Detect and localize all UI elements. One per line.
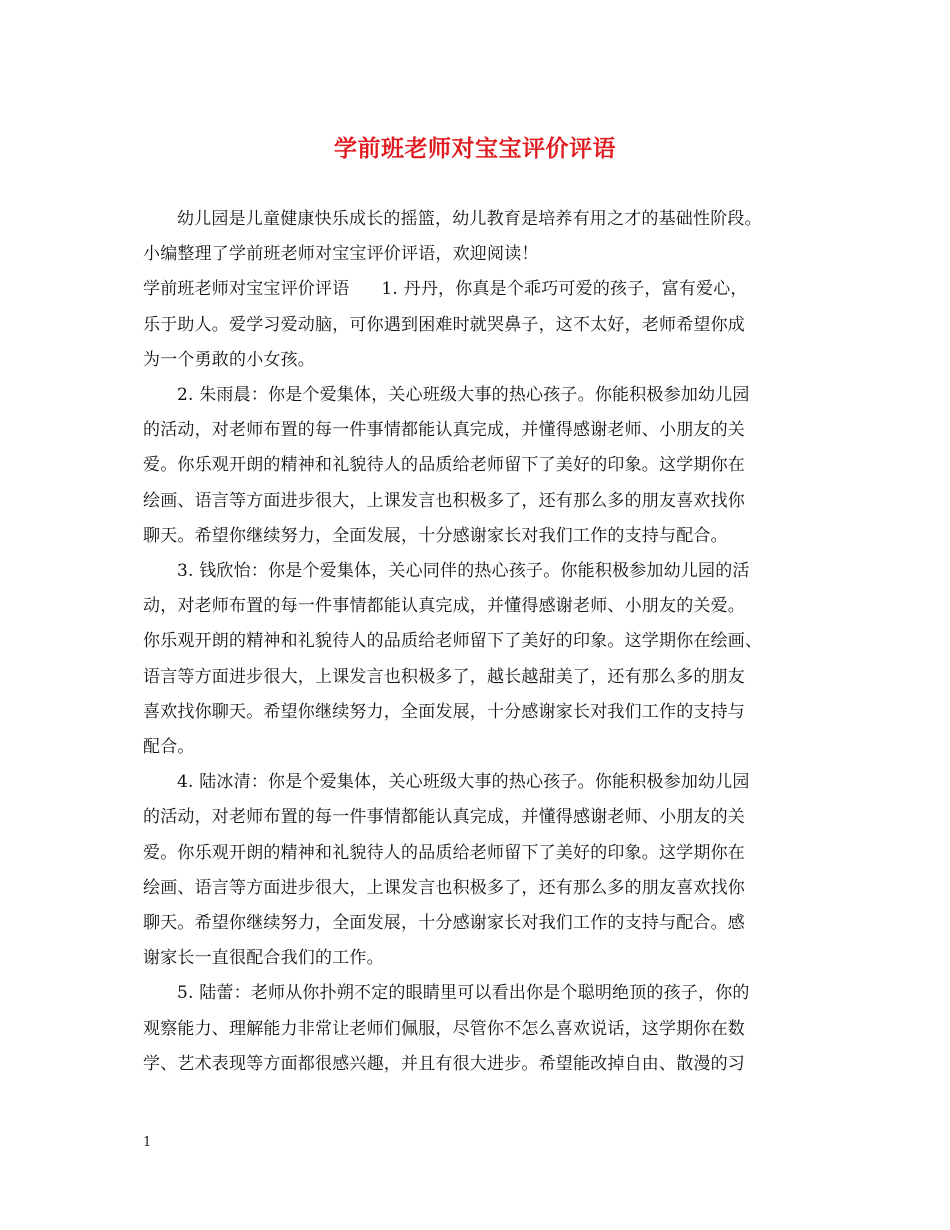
- document-body: [143, 202, 827, 1082]
- comment-1-start: 1. 丹丹，你真是个乖巧可爱的孩子，富有爱心，: [381, 279, 748, 300]
- comment-3-line: 动，对老师布置的每一件事情都能认真完成，并懂得感谢老师、小朋友的关爱。: [143, 596, 745, 617]
- comment-2-line: 的活动，对老师布置的每一件事情都能认真完成，并懂得感谢老师、小朋友的关: [143, 420, 745, 441]
- document-title: 学前班老师对宝宝评价评语: [334, 135, 616, 162]
- comment-4-line: 聊天。希望你继续努力，全面发展，十分感谢家长对我们工作的支持与配合。感: [143, 913, 745, 934]
- comment-3-line: 配合。: [143, 737, 195, 758]
- page-number: 1: [143, 1135, 152, 1150]
- intro-line: 小编整理了学前班老师对宝宝评价评语，欢迎阅读！: [143, 244, 539, 265]
- comment-2-line: 爱。你乐观开朗的精神和礼貌待人的品质给老师留下了美好的印象。这学期你在: [143, 455, 745, 476]
- comment-3-line: 你乐观开朗的精神和礼貌待人的品质给老师留下了美好的印象。这学期你在绘画、: [143, 631, 763, 652]
- subheading: 学前班老师对宝宝评价评语: [143, 279, 350, 300]
- comment-3-line: 3. 钱欣怡：你是个爱集体，关心同伴的热心孩子。你能积极参加幼儿园的活: [177, 561, 750, 582]
- comment-4-line: 谢家长一直很配合我们的工作。: [143, 948, 384, 969]
- comment-2-line: 绘画、语言等方面进步很大，上课发言也积极多了，还有那么多的朋友喜欢找你: [143, 490, 745, 511]
- comment-4-line: 的活动，对老师布置的每一件事情都能认真完成，并懂得感谢老师、小朋友的关: [143, 807, 745, 828]
- comment-4-line: 绘画、语言等方面进步很大，上课发言也积极多了，还有那么多的朋友喜欢找你: [143, 877, 745, 898]
- comment-5-line: 学、艺术表现等方面都很感兴趣，并且有很大进步。希望能改掉自由、散漫的习: [143, 1053, 745, 1074]
- comment-1-line: 乐于助人。爱学习爱动脑，可你遇到困难时就哭鼻子，这不太好，老师希望你成: [143, 314, 745, 335]
- subheading-line: [143, 272, 827, 307]
- comment-5-line: 观察能力、理解能力非常让老师们佩服，尽管你不怎么喜欢说话，这学期你在数: [143, 1018, 745, 1039]
- comment-1-line: 为一个勇敢的小女孩。: [143, 349, 315, 370]
- comment-5-line: 5. 陆蕾：老师从你扑朔不定的眼睛里可以看出你是个聪明绝顶的孩子，你的: [177, 983, 750, 1004]
- comment-3-line: 语言等方面进步很大，上课发言也积极多了，越长越甜美了，还有那么多的朋友: [143, 666, 745, 687]
- comment-4-line: 4. 陆冰清：你是个爱集体，关心班级大事的热心孩子。你能积极参加幼儿园: [177, 772, 750, 793]
- intro-line: 幼儿园是儿童健康快乐成长的摇篮，幼儿教育是培养有用之才的基础性阶段。: [177, 209, 762, 229]
- comment-4-line: 爱。你乐观开朗的精神和礼貌待人的品质给老师留下了美好的印象。这学期你在: [143, 842, 745, 863]
- comment-3-line: 喜欢找你聊天。希望你继续努力，全面发展，十分感谢家长对我们工作的支持与: [143, 701, 745, 722]
- comment-2-line: 2. 朱雨晨：你是个爱集体，关心班级大事的热心孩子。你能积极参加幼儿园: [177, 385, 750, 406]
- comment-2-line: 聊天。希望你继续努力，全面发展，十分感谢家长对我们工作的支持与配合。: [143, 525, 728, 546]
